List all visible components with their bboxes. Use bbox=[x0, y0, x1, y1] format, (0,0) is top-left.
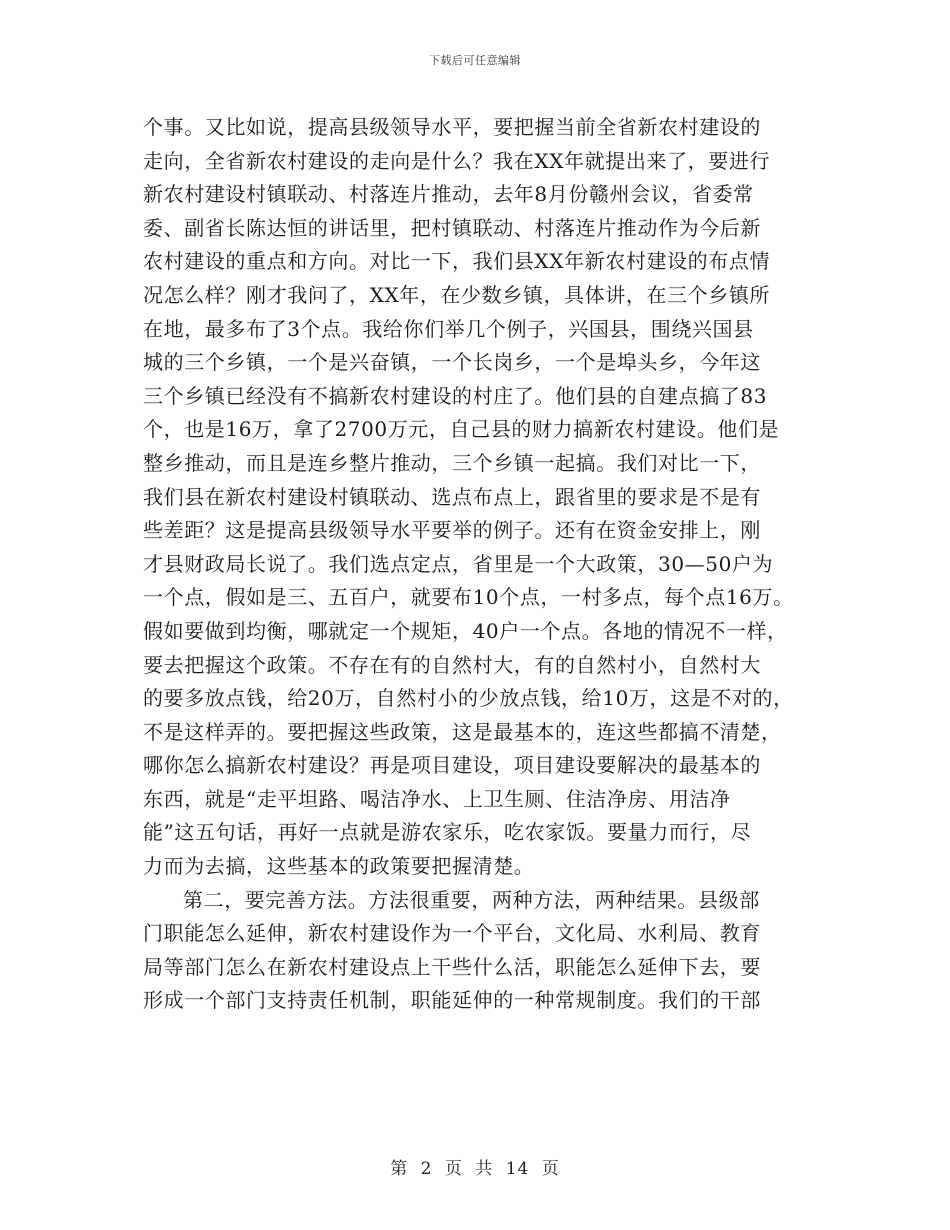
body-line: 要去把握这个政策。不存在有的自然村大，有的自然村小，自然村大 bbox=[143, 652, 761, 677]
total-pages-number: 14 bbox=[505, 1159, 530, 1179]
body-line: 委、副省长陈达恒的讲话里，把村镇联动、村落连片推动作为今后新 bbox=[143, 215, 761, 240]
body-line: 局等部门怎么在新农村建设点上干些什么活，职能怎么延伸下去，要 bbox=[143, 954, 761, 979]
body-line: 形成一个部门支持责任机制，职能延伸的一种常规制度。我们的干部 bbox=[143, 988, 761, 1013]
body-line: 在地，最多布了3个点。我给你们举几个例子，兴国县，围绕兴国县 bbox=[143, 316, 754, 341]
body-line: 能”这五句话，再好一点就是游农家乐，吃农家饭。要量力而行，尽 bbox=[143, 820, 752, 845]
body-line: 新农村建设村镇联动、村落连片推动，去年8月份赣州会议，省委常 bbox=[143, 182, 754, 207]
body-line: 东西，就是“走平坦路、喝洁净水、上卫生厕、住洁净房、用洁净 bbox=[143, 786, 731, 811]
body-line: 三个乡镇已经没有不搞新农村建设的村庄了。他们县的自建点搞了83 bbox=[143, 383, 768, 408]
body-line: 不是这样弄的。要把握这些政策，这是最基本的，连这些都搞不清楚， bbox=[143, 719, 782, 744]
body-line: 个事。又比如说，提高县级领导水平，要把握当前全省新农村建设的 bbox=[143, 115, 761, 139]
body-line: 况怎么样？刚才我问了，XX年，在少数乡镇，具体讲，在三个乡镇所 bbox=[143, 282, 771, 307]
current-page-number: 2 bbox=[420, 1159, 433, 1179]
body-line: 城的三个乡镇，一个是兴奋镇，一个长岗乡，一个是埠头乡，今年这 bbox=[143, 350, 761, 375]
body-line: 一个点，假如是三、五百户，就要布10个点，一村多点，每个点16万。 bbox=[143, 585, 794, 610]
page-number-footer bbox=[0, 1154, 950, 1179]
page-header-note: 下载后可任意编辑 bbox=[429, 54, 521, 67]
body-line: 走向，全省新农村建设的走向是什么？我在XX年就提出来了，要进行 bbox=[143, 148, 771, 173]
total-word: 共 bbox=[475, 1159, 494, 1179]
page-word: 页 bbox=[444, 1159, 463, 1179]
body-line: 个，也是16万，拿了2700万元，自己县的财力搞新农村建设。他们是 bbox=[143, 417, 780, 442]
body-line: 力而为去搞，这些基本的政策要把握清楚。 bbox=[143, 854, 535, 879]
page-suffix: 页 bbox=[541, 1159, 560, 1179]
body-line: 我们县在新农村建设村镇联动、选点布点上，跟省里的要求是不是有 bbox=[143, 484, 761, 509]
body-line: 假如要做到均衡，哪就定一个规矩，40户一个点。各地的情况不一样， bbox=[143, 618, 788, 643]
document-body bbox=[143, 111, 833, 1018]
body-line: 才县财政局长说了。我们选点定点，省里是一个大政策，30—50户为 bbox=[143, 551, 774, 576]
body-line: 农村建设的重点和方向。对比一下，我们县XX年新农村建设的布点情 bbox=[143, 249, 771, 274]
body-line: 哪你怎么搞新农村建设？再是项目建设，项目建设要解决的最基本的 bbox=[143, 753, 761, 778]
page-prefix: 第 bbox=[390, 1159, 409, 1179]
body-line: 些差距？这是提高县级领导水平要举的例子。还有在资金安排上，刚 bbox=[143, 518, 761, 543]
body-line: 门职能怎么延伸，新农村建设作为一个平台，文化局、水利局、教育 bbox=[143, 921, 761, 946]
body-line: 的要多放点钱，给20万，自然村小的少放点钱，给10万，这是不对的， bbox=[143, 686, 794, 711]
body-line: 整乡推动，而且是连乡整片推动，三个乡镇一起搞。我们对比一下， bbox=[143, 450, 761, 475]
paragraph-start-line: 第二，要完善方法。方法很重要，两种方法，两种结果。县级部 bbox=[183, 887, 760, 912]
